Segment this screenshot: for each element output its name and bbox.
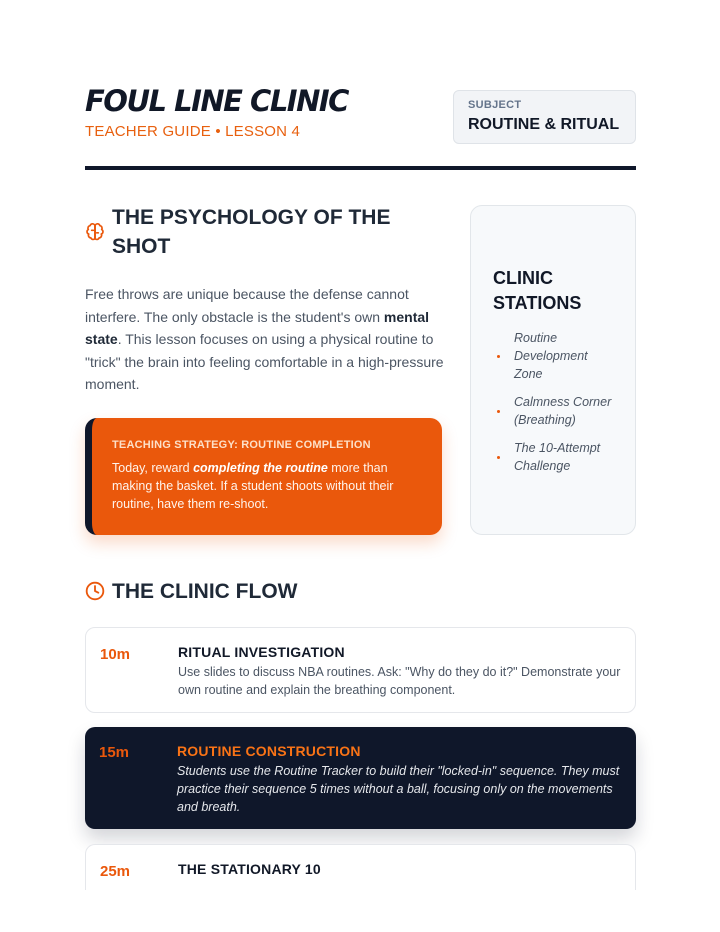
list-item [493,393,613,429]
header-divider [85,166,636,170]
bullet-icon [497,410,500,413]
subject-value: ROUTINE & RITUAL [468,116,620,133]
list-item [493,329,613,383]
page-title: FOUL LINE CLINIC [85,84,348,118]
step-description: Use slides to discuss NBA routines. Ask: "Why do they do it?" Demonstrate your own routine and explain the breathing component. [178,665,621,697]
station-label: The 10-Attempt Challenge [514,441,601,473]
clock-icon [85,581,105,601]
bullet-icon [497,355,500,358]
stations-title-line2: STATIONS [493,293,582,313]
intro-bold-text: mental state [85,308,430,348]
subject-box [453,90,636,144]
strategy-label: TEACHING STRATEGY: ROUTINE COMPLETION [112,439,371,451]
strategy-emphasis: completing the routine [193,461,328,475]
intro-paragraph [85,283,445,396]
intro-text-end: . This lesson focuses on using a physical routine to "trick" the brain into feeling comfortable in a high-pressure moment. [85,331,444,393]
flow-step-card [85,627,636,713]
psychology-title [112,203,442,261]
station-label: Routine Development Zone [514,331,588,381]
step-heading: ROUTINE CONSTRUCTION [177,743,361,759]
flow-step-card-highlighted [85,727,636,829]
brain-icon [85,222,105,242]
step-heading: RITUAL INVESTIGATION [178,644,345,660]
step-duration: 10m [100,646,131,663]
clinic-stations-panel [470,205,636,535]
strategy-text [112,459,422,513]
stations-title [493,266,613,316]
step-duration: 15m [99,744,130,761]
station-list [493,329,613,475]
flow-title: THE CLINIC FLOW [112,580,298,603]
teaching-strategy-callout [85,418,442,535]
list-item [493,439,613,475]
psychology-title-line1: THE PSYCHOLOGY OF THE [112,206,391,229]
page-bottom-margin [0,890,720,932]
step-duration: 25m [100,863,131,880]
step-description: Students use the Routine Tracker to build their "locked-in" sequence. They must practice their sequence 5 times without a ball, focusing only on the movements and breath. [177,764,620,814]
strategy-text-start: Today, reward [112,461,194,475]
page-subtitle: TEACHER GUIDE • LESSON 4 [85,123,301,140]
intro-text-start: Free throws are unique because the defense cannot interfere. The only obstacle is the student's own [85,286,409,325]
stations-title-line1: CLINIC [493,268,553,288]
header [85,82,636,152]
psychology-title-line2: SHOT [112,235,171,258]
subject-label: SUBJECT [468,99,522,111]
station-label: Calmness Corner (Breathing) [514,395,612,427]
bullet-icon [497,456,500,459]
strategy-text-end: more than making the basket. If a student shoots without their routine, have them re-shoot. [112,461,394,511]
step-heading: THE STATIONARY 10 [178,861,321,877]
